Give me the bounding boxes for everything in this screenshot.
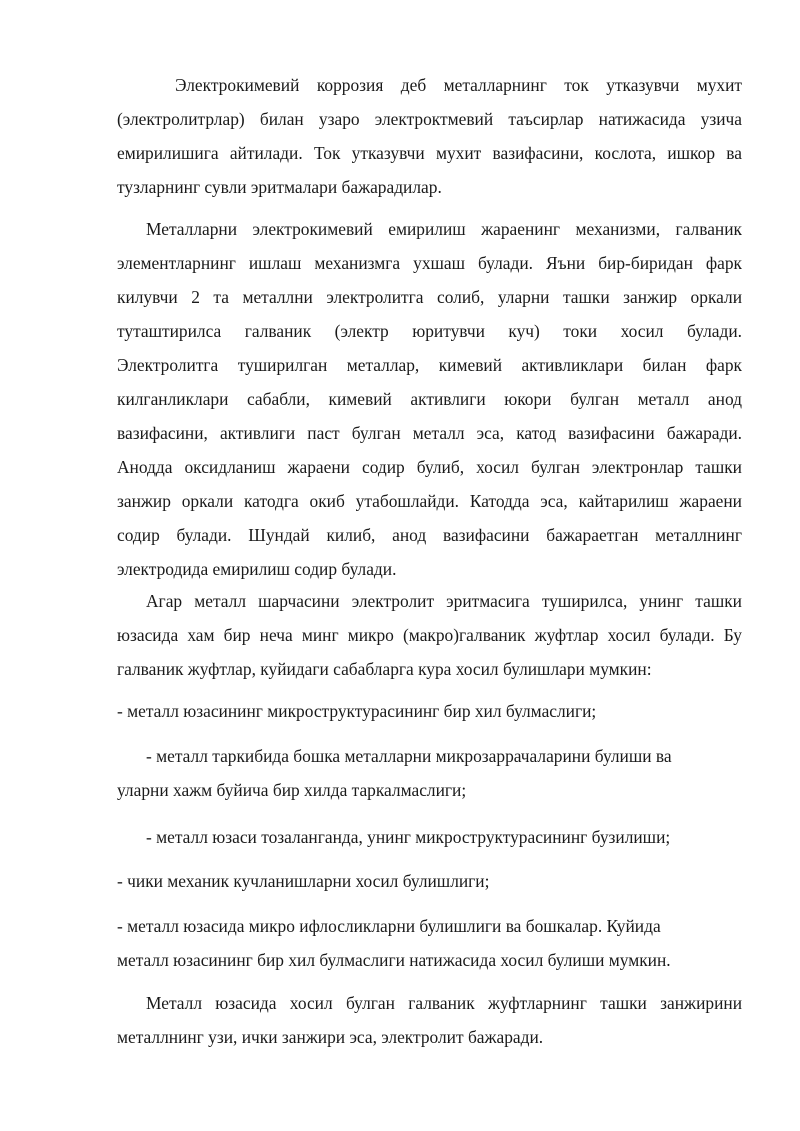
text-line: занжир оркали катодга окиб утабошлайди. Катодда эса, кайтарилиш жараени	[117, 491, 742, 511]
text-line: галваник жуфтлар, куйидаги сабабларга кура хосил булишлари мумкин:	[117, 659, 652, 679]
text-line: содир булади. Шундай килиб, анод вазифасини бажараетган металлнинг	[117, 525, 742, 545]
text-line: Агар металл шарчасини электролит эритмасига туширилса, унинг ташки	[146, 591, 742, 611]
text-line: емирилишига айтилади. Ток утказувчи мухит вазифасини, кослота, ишкор ва	[117, 143, 742, 163]
paragraph-mechanism	[117, 212, 742, 586]
text-line: килганликлари сабабли, кимевий активлиги юкори булган металл анод	[117, 389, 742, 409]
text-line: металлнинг узи, ички занжири эса, электролит бажаради.	[117, 1027, 544, 1047]
text-line: - металл юзасининг микроструктурасининг бир хил булмаслиги;	[117, 701, 597, 721]
list-item	[117, 909, 742, 977]
text-line: - металл юзасида микро ифлосликларни булишлиги ва бошкалар. Куйида	[117, 916, 661, 936]
text-line: Электрокимевий коррозия деб металларнинг ток утказувчи мухит	[175, 75, 742, 95]
text-line: килувчи 2 та металлни электролитга солиб, уларни ташки занжир оркали	[117, 287, 742, 307]
text-line: элементларнинг ишлаш механизмга ухшаш булади. Яъни бир-биридан фарк	[117, 253, 742, 273]
text-line: туташтирилса галваник (электр юритувчи куч) токи хосил булади.	[117, 321, 742, 341]
text-line: вазифасини, активлиги паст булган металл эса, катод вазифасини бажаради.	[117, 423, 742, 443]
text-line: Анодда оксидланиш жараени содир булиб, хосил булган электронлар ташки	[117, 457, 742, 477]
text-line: - чики механик кучланишларни хосил булишлиги;	[117, 871, 490, 891]
list-item	[117, 739, 742, 807]
text-line: тузларнинг сувли эритмалари бажарадилар.	[117, 177, 442, 197]
paragraph-galvanic-pairs	[117, 584, 742, 686]
text-line: Металларни электрокимевий емирилиш жараенинг механизми, галваник	[146, 219, 742, 239]
text-line: юзасида хам бир неча минг микро (макро)галваник жуфтлар хосил булади. Бу	[117, 625, 742, 645]
paragraph-circuit	[117, 986, 742, 1054]
text-line: металл юзасининг бир хил булмаслиги натижасида хосил булиши мумкин.	[117, 950, 671, 970]
text-line: Электролитга туширилган металлар, кимевий активликлари билан фарк	[117, 355, 742, 375]
text-line: - металл юзаси тозаланганда, унинг микроструктурасининг бузилиши;	[146, 827, 671, 847]
text-line: электродида емирилиш содир булади.	[117, 559, 397, 579]
list-item	[117, 864, 742, 898]
text-line: уларни хажм буйича бир хилда таркалмаслиги;	[117, 780, 467, 800]
text-line: Металл юзасида хосил булган галваник жуфтларнинг ташки занжирини	[146, 993, 742, 1013]
paragraph-definition	[117, 68, 742, 204]
list-item	[117, 820, 742, 854]
text-line: - металл таркибида бошка металларни микрозаррачаларини булиши ва	[146, 746, 672, 766]
text-line: (электролитрлар) билан узаро электроктмевий таъсирлар натижасида узича	[117, 109, 742, 129]
list-item	[117, 694, 742, 728]
